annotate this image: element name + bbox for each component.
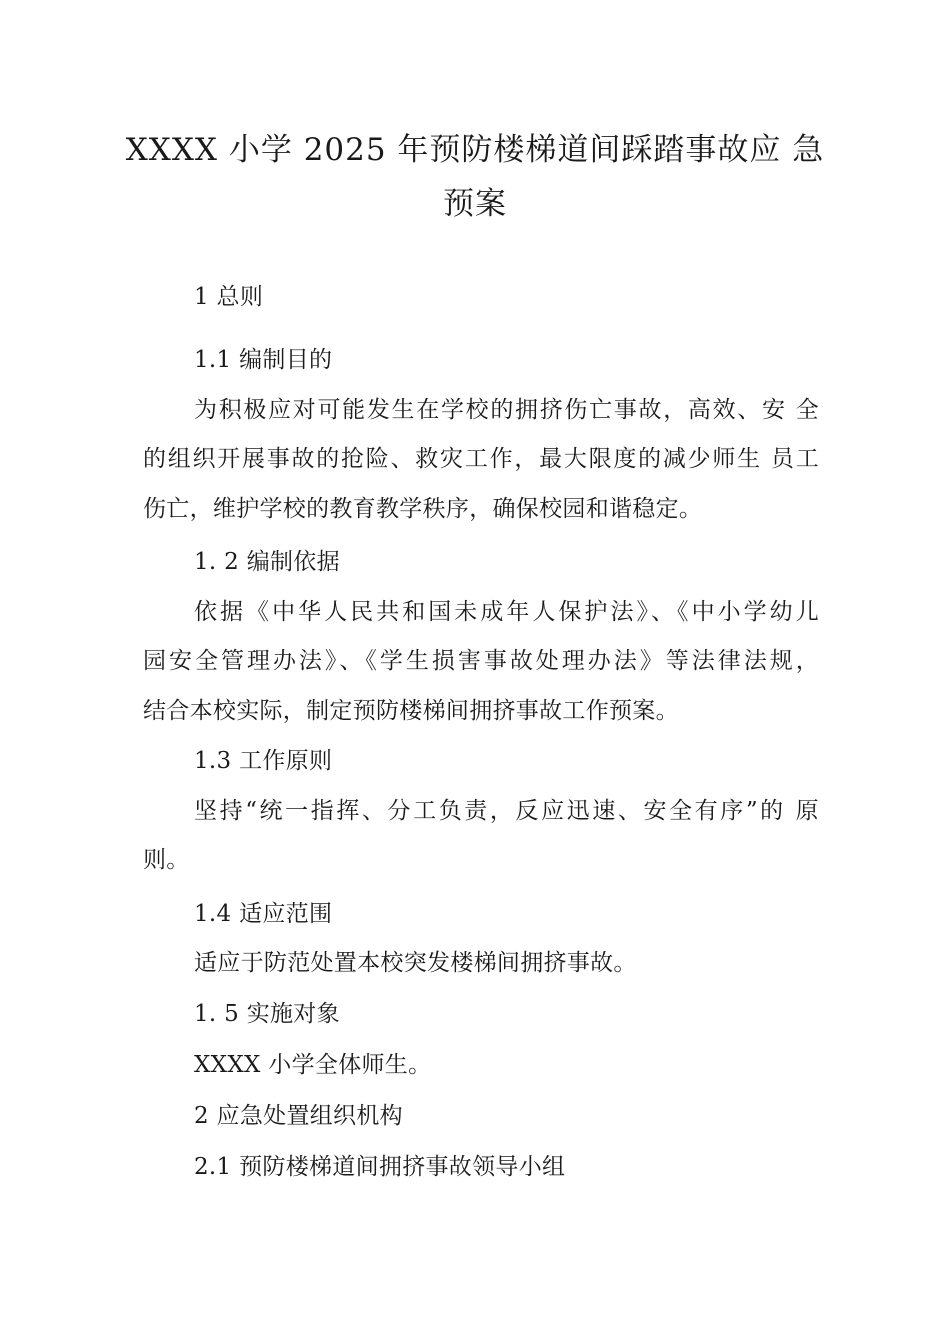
section-2-1-heading: 2.1 预防楼梯道间拥挤事故领导小组 bbox=[194, 1154, 566, 1180]
section-1-1-heading: 1.1 编制目的 bbox=[194, 347, 333, 373]
section-1-3-paragraph-line-1: 坚持“统一指挥、分工负责，反应迅速、安全有序”的 原 bbox=[194, 798, 819, 824]
section-1-5-heading: 1. 5 实施对象 bbox=[194, 1001, 340, 1027]
section-1-1-paragraph-line-1: 为积极应对可能发生在学校的拥挤伤亡事故，高效、安 全 bbox=[194, 397, 819, 423]
section-2-heading: 2 应急处置组织机构 bbox=[194, 1103, 403, 1129]
section-1-2-paragraph-line-2: 园安全管理办法》、《学生损害事故处理办法》等法律法规， bbox=[143, 648, 819, 674]
section-1-2-paragraph-line-1: 依据《中华人民共和国未成年人保护法》、《中小学幼儿 bbox=[194, 599, 819, 625]
section-1-2-paragraph-line-3: 结合本校实际，制定预防楼梯间拥挤事故工作预案。 bbox=[143, 698, 679, 724]
document-title-line-2: 预案 bbox=[443, 186, 507, 222]
section-1-5-paragraph: XXXX 小学全体师生。 bbox=[194, 1052, 432, 1078]
section-1-3-paragraph-line-2: 则。 bbox=[143, 847, 190, 873]
document-title-line-1: XXXX 小学 2025 年预防楼梯道间踩踏事故应 急 bbox=[125, 132, 825, 168]
section-1-4-paragraph: 适应于防范处置本校突发楼梯间拥挤事故。 bbox=[194, 950, 637, 976]
section-1-heading: 1 总则 bbox=[194, 284, 264, 310]
section-1-1-paragraph-line-3: 伤亡，维护学校的教育教学秩序，确保校园和谐稳定。 bbox=[143, 496, 703, 522]
section-1-3-heading: 1.3 工作原则 bbox=[194, 748, 333, 774]
section-1-4-heading: 1.4 适应范围 bbox=[194, 901, 333, 927]
section-1-2-heading: 1. 2 编制依据 bbox=[194, 549, 340, 575]
section-1-1-paragraph-line-2: 的组织开展事故的抢险、救灾工作，最大限度的减少师生 员工 bbox=[143, 446, 819, 472]
